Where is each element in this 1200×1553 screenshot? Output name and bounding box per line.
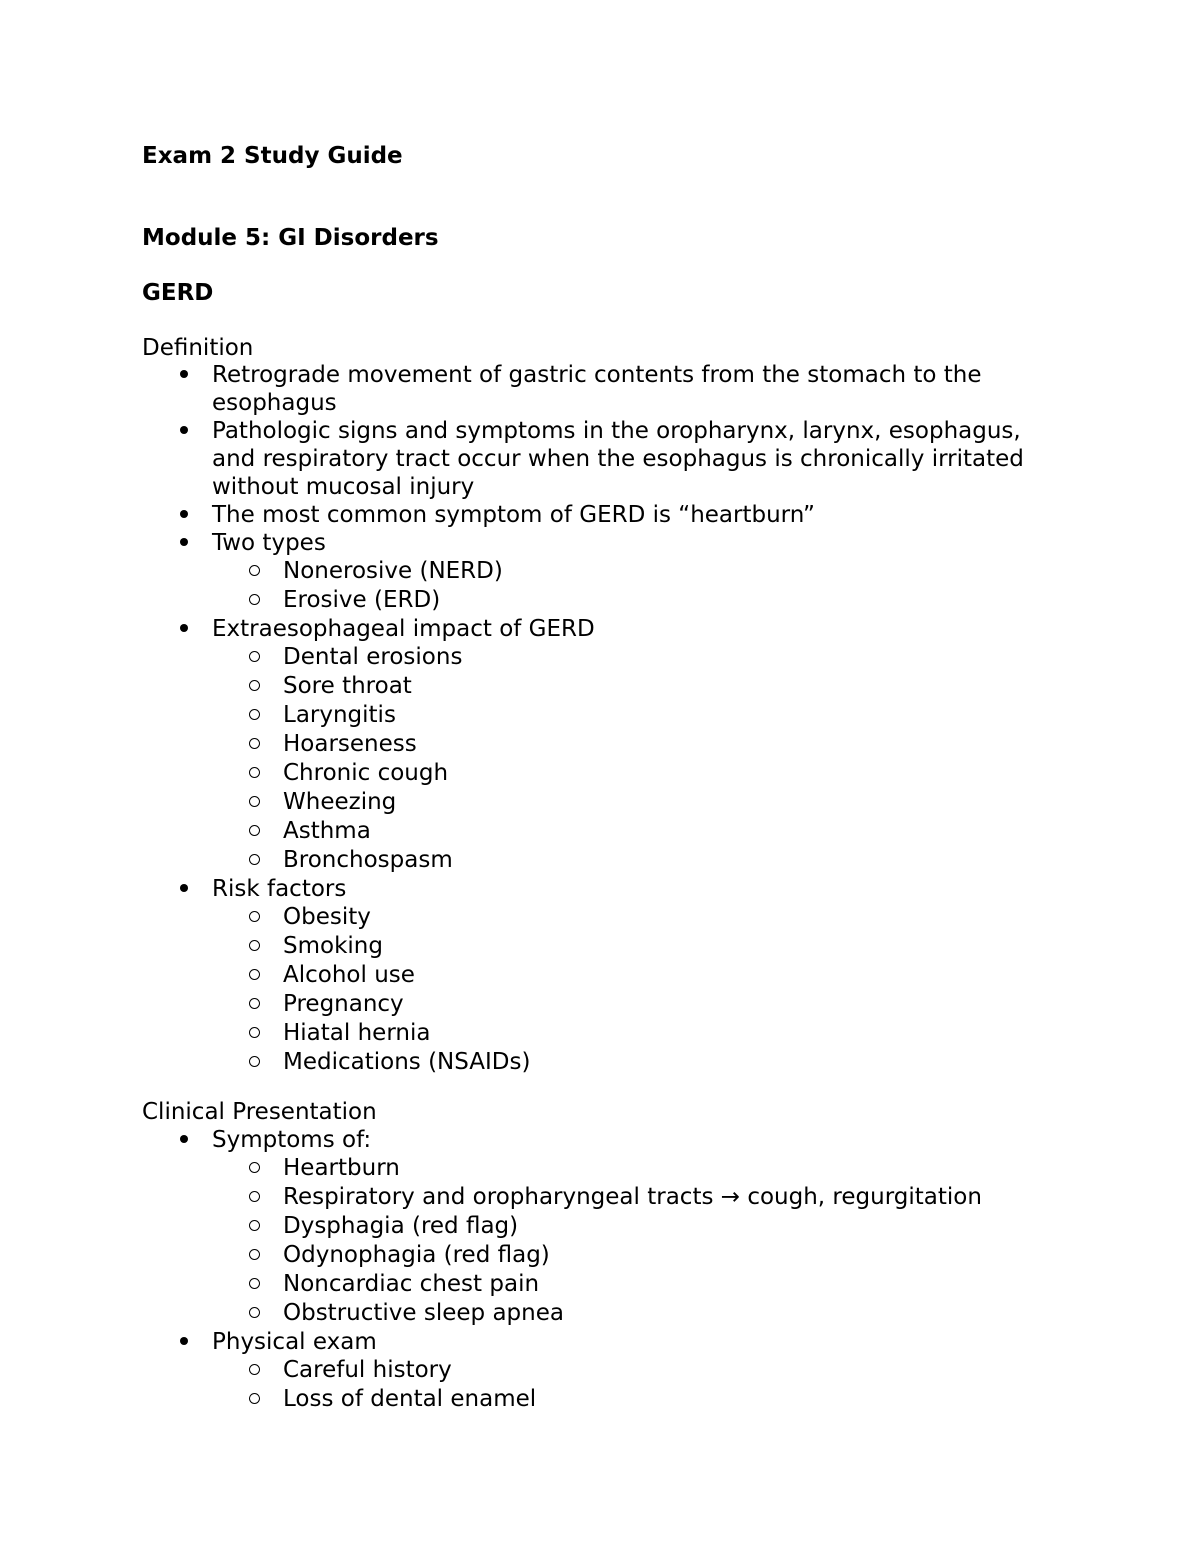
sub-list-item-text: Alcohol use <box>283 962 415 988</box>
sub-list-item <box>212 1356 1142 1385</box>
sub-list-item-text: Hiatal hernia <box>283 1020 431 1046</box>
section-heading: GERD <box>142 280 214 306</box>
sub-list-item-text: Dysphagia (red flag) <box>283 1213 519 1239</box>
bullet-icon <box>174 1328 194 1356</box>
sub-list <box>212 643 1142 875</box>
list-item <box>142 501 1142 529</box>
list-item <box>142 615 1142 875</box>
bullet-icon <box>174 501 194 529</box>
sub-list-item-text: Noncardiac chest pain <box>283 1271 540 1297</box>
list-item-text: Symptoms of: <box>212 1127 372 1153</box>
document-title: Exam 2 Study Guide <box>142 143 403 169</box>
circle-bullet-icon <box>246 1299 262 1328</box>
circle-bullet-icon <box>246 1048 262 1077</box>
circle-bullet-icon <box>246 1356 262 1385</box>
sub-list-item-text: Dental erosions <box>283 644 463 670</box>
sub-list-item-text: Smoking <box>283 933 383 959</box>
bullet-icon <box>174 875 194 903</box>
sub-list-item <box>212 557 1142 586</box>
bullet-icon <box>174 361 194 389</box>
circle-bullet-icon <box>246 932 262 961</box>
sub-list-item <box>212 1241 1142 1270</box>
sub-list-item <box>212 701 1142 730</box>
sub-list-item-text: Pregnancy <box>283 991 404 1017</box>
list-item-text: Extraesophageal impact of GERD <box>212 616 595 642</box>
list-item <box>142 417 1052 501</box>
sub-list-item <box>212 1048 1142 1077</box>
sub-list-item-text: Heartburn <box>283 1155 400 1181</box>
sub-list <box>212 1356 1142 1414</box>
sub-list-item-text: Obstructive sleep apnea <box>283 1300 564 1326</box>
circle-bullet-icon <box>246 1183 262 1212</box>
sub-list-item <box>212 788 1142 817</box>
list-item-text: Risk factors <box>212 876 347 902</box>
sub-list-item-text: Asthma <box>283 818 371 844</box>
list-item-text: The most common symptom of GERD is “heartburn” <box>212 502 815 528</box>
definition-list <box>142 361 1142 1077</box>
bullet-icon <box>174 615 194 643</box>
sub-list-item <box>212 1183 1142 1212</box>
circle-bullet-icon <box>246 672 262 701</box>
circle-bullet-icon <box>246 730 262 759</box>
circle-bullet-icon <box>246 1270 262 1299</box>
sub-list-item-text: Odynophagia (red flag) <box>283 1242 550 1268</box>
circle-bullet-icon <box>246 990 262 1019</box>
circle-bullet-icon <box>246 759 262 788</box>
sub-list-item-text: Loss of dental enamel <box>283 1386 537 1412</box>
sub-list-item <box>212 1299 1142 1328</box>
sub-list-item <box>212 672 1142 701</box>
circle-bullet-icon <box>246 817 262 846</box>
sub-list-item <box>212 1385 1142 1414</box>
clinical-presentation-heading: Clinical Presentation <box>142 1099 377 1125</box>
circle-bullet-icon <box>246 643 262 672</box>
sub-list-item-text: Hoarseness <box>283 731 417 757</box>
sub-list-item <box>212 903 1142 932</box>
bullet-icon <box>174 1126 194 1154</box>
circle-bullet-icon <box>246 1241 262 1270</box>
list-item-text: Retrograde movement of gastric contents from the stomach to the esophagus <box>212 362 982 416</box>
sub-list-item-text: Medications (NSAIDs) <box>283 1049 531 1075</box>
sub-list-item-text: Chronic cough <box>283 760 449 786</box>
circle-bullet-icon <box>246 701 262 730</box>
sub-list-item-text: Nonerosive (NERD) <box>283 558 503 584</box>
circle-bullet-icon <box>246 1019 262 1048</box>
clinical-presentation-list <box>142 1126 1142 1414</box>
circle-bullet-icon <box>246 1212 262 1241</box>
list-item-text: Two types <box>212 530 326 556</box>
sub-list-item <box>212 643 1142 672</box>
sub-list-item <box>212 990 1142 1019</box>
list-item-text: Physical exam <box>212 1329 377 1355</box>
sub-list-item <box>212 846 1142 875</box>
sub-list <box>212 557 1142 615</box>
definition-heading: Definition <box>142 335 254 361</box>
sub-list-item <box>212 1154 1142 1183</box>
circle-bullet-icon <box>246 846 262 875</box>
sub-list-item-text: Obesity <box>283 904 371 930</box>
sub-list-item <box>212 1212 1142 1241</box>
sub-list-item-text: Bronchospasm <box>283 847 453 873</box>
sub-list-item-text: Erosive (ERD) <box>283 587 441 613</box>
list-item-text: Pathologic signs and symptoms in the oropharynx, larynx, esophagus, and respiratory tract occur when the esophagus is chronically irritated without mucosal injury <box>212 418 1024 500</box>
sub-list-item <box>212 759 1142 788</box>
circle-bullet-icon <box>246 903 262 932</box>
sub-list-item-text: Laryngitis <box>283 702 396 728</box>
bullet-icon <box>174 529 194 557</box>
circle-bullet-icon <box>246 586 262 615</box>
sub-list-item <box>212 730 1142 759</box>
sub-list-item-text: Wheezing <box>283 789 397 815</box>
circle-bullet-icon <box>246 961 262 990</box>
sub-list <box>212 1154 1142 1328</box>
sub-list-item-text: Respiratory and oropharyngeal tracts → cough, regurgitation <box>283 1184 982 1210</box>
sub-list-item <box>212 932 1142 961</box>
list-item <box>142 1126 1142 1328</box>
sub-list-item <box>212 586 1142 615</box>
bullet-icon <box>174 417 194 445</box>
sub-list-item-text: Sore throat <box>283 673 412 699</box>
circle-bullet-icon <box>246 1385 262 1414</box>
sub-list-item <box>212 817 1142 846</box>
sub-list-item <box>212 1270 1142 1299</box>
module-heading: Module 5: GI Disorders <box>142 225 439 251</box>
sub-list <box>212 903 1142 1077</box>
list-item <box>142 875 1142 1077</box>
circle-bullet-icon <box>246 557 262 586</box>
circle-bullet-icon <box>246 788 262 817</box>
circle-bullet-icon <box>246 1154 262 1183</box>
sub-list-item <box>212 961 1142 990</box>
sub-list-item-text: Careful history <box>283 1357 452 1383</box>
sub-list-item <box>212 1019 1142 1048</box>
list-item <box>142 1328 1142 1414</box>
list-item <box>142 529 1142 615</box>
list-item <box>142 361 1042 417</box>
